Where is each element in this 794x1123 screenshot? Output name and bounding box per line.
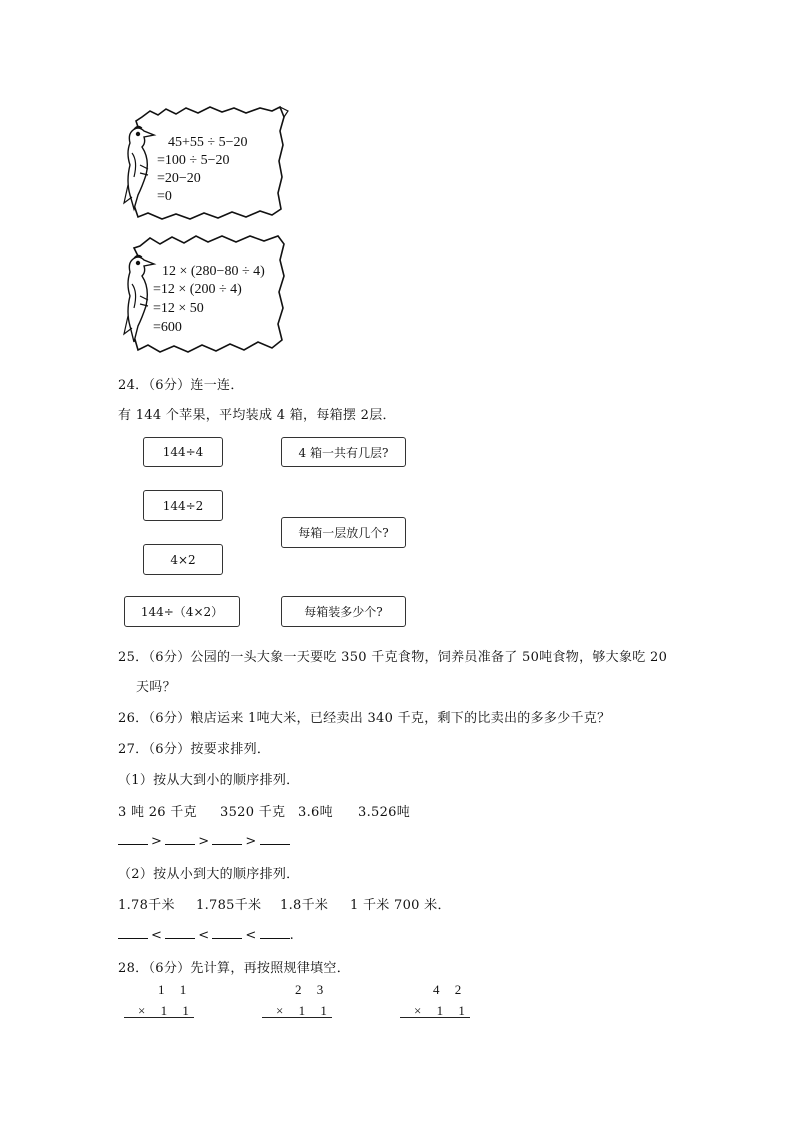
multiply-rule — [262, 1017, 332, 1018]
question-25-line1: 25．（6分）公园的一头大象一天要吃 350 千克食物，饲养员准备了 50吨食物，够大象吃 20 — [118, 650, 668, 665]
question-25-line2: 天吗？ — [136, 680, 176, 695]
match-left-box[interactable]: 144÷（4×2） — [124, 596, 240, 627]
part2-item: 1.785千米 — [196, 898, 262, 913]
calc-line: 45+55 ÷ 5−20 — [168, 135, 248, 150]
question-24-title: 24．（6分）连一连． — [118, 378, 244, 393]
calc-line: =100 ÷ 5−20 — [157, 153, 230, 168]
part2-item: 1 千米 700 米． — [350, 898, 451, 913]
answer-blank[interactable] — [118, 832, 148, 845]
answer-blank[interactable] — [165, 926, 195, 939]
period: . — [289, 928, 295, 943]
match-left-box[interactable]: 144÷2 — [143, 490, 223, 521]
answer-blank[interactable] — [260, 926, 290, 939]
multiply-rule — [400, 1017, 470, 1018]
calc-line: =12 × 50 — [153, 301, 204, 316]
greater-symbol: > — [151, 834, 163, 849]
match-right-box[interactable]: 每箱一层放几个? — [281, 517, 406, 548]
less-symbol: < — [198, 928, 210, 943]
calc-line: 12 × (280−80 ÷ 4) — [162, 264, 265, 279]
calc-line: =600 — [153, 320, 182, 335]
woodpecker-calc-box-2 — [118, 232, 296, 358]
answer-blank[interactable] — [118, 926, 148, 939]
greater-symbol: > — [245, 834, 257, 849]
multiply-top: 4 2 — [433, 982, 468, 997]
answer-blank[interactable] — [212, 926, 242, 939]
part1-item: 3520 千克 — [220, 805, 286, 820]
question-27-part1-title: （1）按从大到小的顺序排列． — [118, 773, 300, 788]
multiply-top: 2 3 — [295, 982, 330, 997]
less-symbol: < — [151, 928, 163, 943]
part1-item: 3.6吨 — [298, 805, 333, 820]
woodpecker-icon — [120, 125, 158, 213]
greater-symbol: > — [198, 834, 210, 849]
match-right-box[interactable]: 每箱装多少个? — [281, 596, 406, 627]
part1-item: 3.526吨 — [358, 805, 411, 820]
part2-item: 1.78千米 — [118, 898, 175, 913]
calc-line: =12 × (200 ÷ 4) — [153, 282, 242, 297]
question-27-part2-title: （2）按从小到大的顺序排列． — [118, 867, 300, 882]
answer-blank[interactable] — [260, 832, 290, 845]
question-24-text: 有 144 个苹果，平均装成 4 箱，每箱摆 2层． — [118, 408, 396, 423]
multiply-rule — [124, 1017, 194, 1018]
question-26-text: 26．（6分）粮店运来 1吨大米，已经卖出 340 千克，剩下的比卖出的多多少千克？ — [118, 711, 611, 726]
answer-blank[interactable] — [165, 832, 195, 845]
multiply-bottom: × 1 1 — [138, 1003, 195, 1018]
part2-item: 1.8千米 — [280, 898, 329, 913]
calc-line: =20−20 — [157, 171, 201, 186]
part1-item: 3 吨 26 千克 — [118, 805, 197, 820]
match-left-box[interactable]: 144÷4 — [143, 437, 223, 467]
answer-blank[interactable] — [212, 832, 242, 845]
multiply-bottom: × 1 1 — [276, 1003, 333, 1018]
multiply-top: 1 1 — [158, 982, 193, 997]
match-left-box[interactable]: 4×2 — [143, 544, 223, 575]
question-27-title: 27．（6分）按要求排列． — [118, 742, 271, 757]
part1-answer-blanks[interactable] — [118, 832, 290, 849]
calc-line: =0 — [157, 189, 172, 204]
multiply-bottom: × 1 1 — [414, 1003, 471, 1018]
less-symbol: < — [245, 928, 257, 943]
match-right-box[interactable]: 4 箱一共有几层? — [281, 437, 406, 467]
question-28-title: 28．（6分）先计算，再按照规律填空． — [118, 961, 351, 976]
part2-answer-blanks[interactable] — [118, 926, 294, 943]
woodpecker-calc-box-1 — [120, 105, 295, 225]
